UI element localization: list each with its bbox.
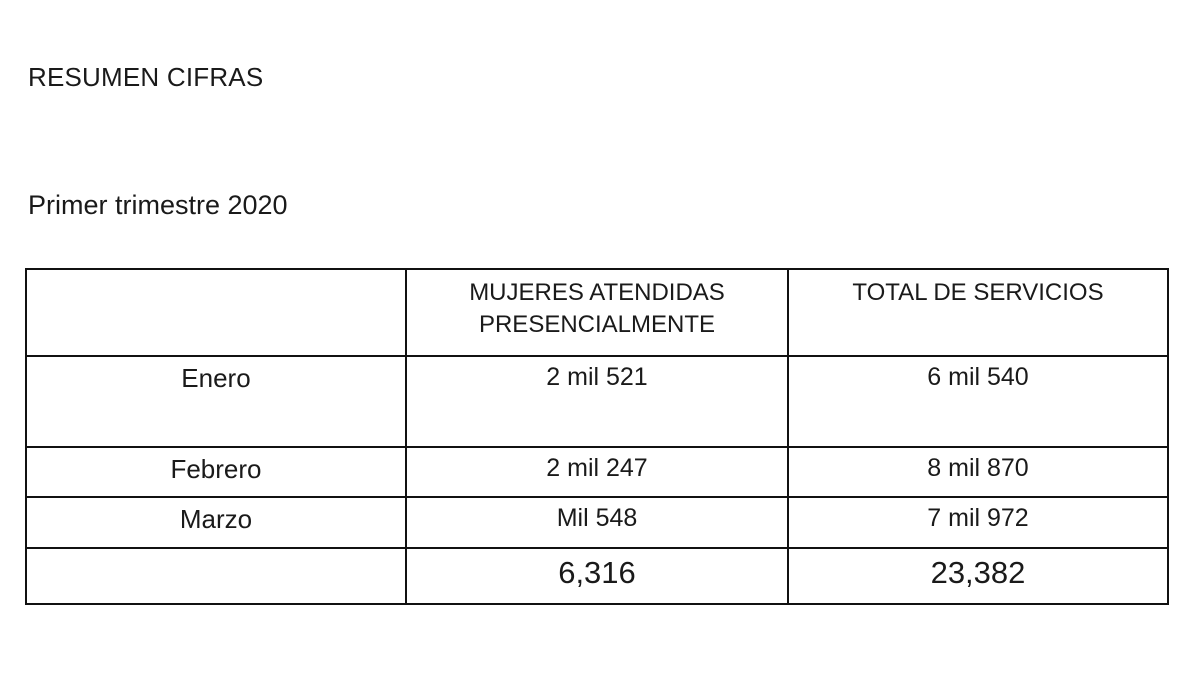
header-women-line2: PRESENCIALMENTE	[478, 311, 716, 338]
table-row	[26, 447, 1168, 497]
women-total: 6,316	[406, 548, 788, 604]
document-subtitle: Primer trimestre 2020	[28, 190, 288, 220]
header-month-cell	[26, 269, 406, 356]
women-value: 2 mil 247	[406, 447, 788, 497]
month-label: Marzo	[26, 497, 406, 548]
services-value: 7 mil 972	[788, 497, 1168, 548]
table-row	[26, 356, 1168, 447]
services-value: 6 mil 540	[788, 356, 1168, 447]
women-value: 2 mil 521	[406, 356, 788, 447]
services-total: 23,382	[788, 548, 1168, 604]
totals-label	[26, 548, 406, 604]
summary-table	[25, 268, 1169, 605]
month-label: Febrero	[26, 447, 406, 497]
women-value: Mil 548	[406, 497, 788, 548]
document-title: RESUMEN CIFRAS	[28, 62, 264, 92]
table-row	[26, 497, 1168, 548]
services-value: 8 mil 870	[788, 447, 1168, 497]
header-total-services: TOTAL DE SERVICIOS	[788, 269, 1168, 356]
header-women-attended	[406, 269, 788, 356]
totals-row	[26, 548, 1168, 604]
header-women-line1: MUJERES ATENDIDAS	[469, 279, 725, 306]
month-label: Enero	[26, 356, 406, 447]
table-header-row	[26, 269, 1168, 356]
